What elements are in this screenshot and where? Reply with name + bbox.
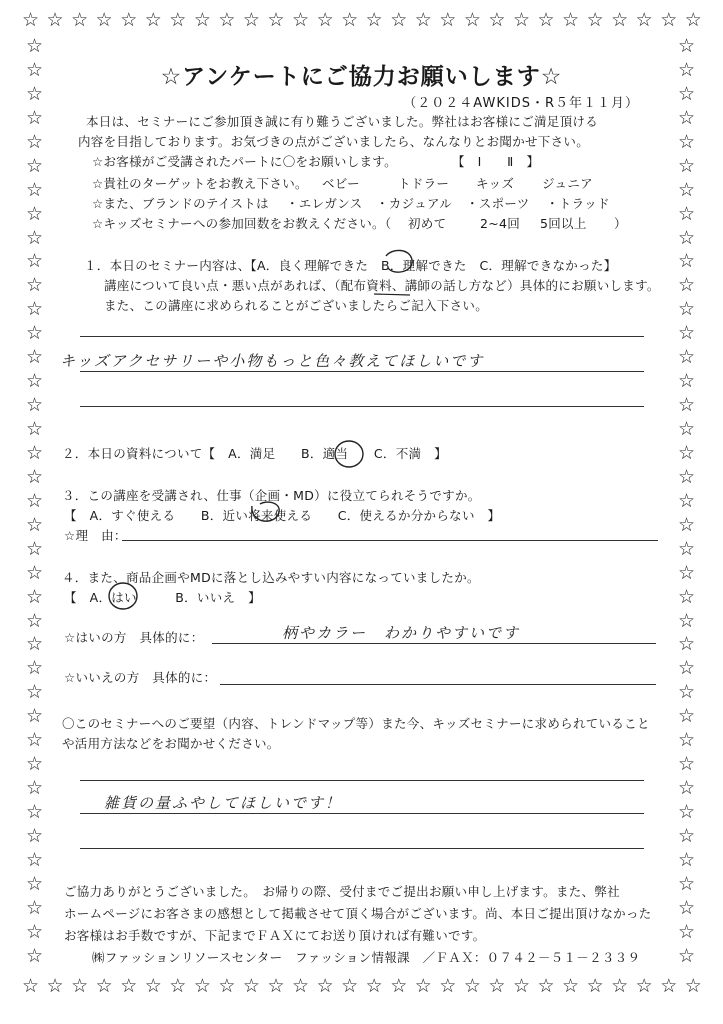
q2-circle-mark [332,436,366,470]
border-star-icon: ☆ [678,106,696,129]
border-star-icon: ☆ [316,975,334,997]
border-star-icon: ☆ [193,975,211,997]
footer-line-1: ご協力ありがとうございました。 お帰りの際、受付までご提出お願い申し上げます。また、弊社 [64,884,620,899]
border-star-icon: ☆ [678,130,696,153]
q4-line-1: ４．また、商品企画やMDに落とし込みやすい内容になっていましたか。 [62,570,480,585]
border-star-icon: ☆ [95,9,113,31]
border-star-icon: ☆ [46,9,64,31]
request-answer-line-1 [80,780,644,781]
border-star-icon: ☆ [678,944,696,967]
border-star-icon: ☆ [678,824,696,847]
border-star-icon: ☆ [341,975,359,997]
border-star-icon: ☆ [678,777,696,800]
border-star-icon: ☆ [120,975,138,997]
border-star-icon: ☆ [414,975,432,997]
q1-answer-line-1 [80,336,644,337]
border-star-icon: ☆ [678,848,696,871]
border-star-icon: ☆ [678,418,696,440]
q3-circle-mark [248,498,282,528]
count-question: ☆キッズセミナーへの参加回数をお教えください。（ [92,216,392,231]
q3-reason-label: ☆理 由： [64,528,127,543]
border-star-icon: ☆ [144,9,162,31]
border-star-icon: ☆ [684,9,702,31]
border-star-icon: ☆ [26,777,44,800]
border-star-icon: ☆ [439,975,457,997]
q1-answer-line-2 [80,371,644,372]
border-star-icon: ☆ [390,975,408,997]
border-star-icon: ☆ [218,975,236,997]
part-question: ☆お客様がご受講されたパートに〇をお願いします。 [92,154,397,169]
border-star-icon: ☆ [144,975,162,997]
border-star-icon: ☆ [678,609,696,632]
border-star-icon: ☆ [678,920,696,943]
count-close: ） [614,216,627,231]
q4-handwritten-answer: 柄やカラー わかりやすいです [282,624,521,642]
q4-yes-label: ☆はいの方 具体的に： [64,630,204,645]
q4-no-label: ☆いいえの方 具体的に： [64,670,217,685]
border-star-icon: ☆ [678,633,696,656]
request-answer-line-2 [80,813,644,814]
border-star-icon: ☆ [169,9,187,31]
border-star-icon: ☆ [678,561,696,584]
border-star-icon: ☆ [678,585,696,608]
taste-option-casual[interactable]: ・カジュアル [376,196,453,211]
part-options[interactable]: 【 Ⅰ Ⅱ 】 [452,154,540,169]
border-star-icon: ☆ [678,298,696,321]
border-star-icon: ☆ [488,975,506,997]
taste-option-elegance[interactable]: ・エレガンス [286,196,363,211]
border-star-icon: ☆ [586,975,604,997]
border-star-icon: ☆ [678,58,696,81]
intro-line-2: 内容を目指しております。お気づきの点がございましたら、なんなりとお聞かせ下さい。 [78,134,590,149]
taste-option-sports[interactable]: ・スポーツ [466,196,530,211]
border-star-icon: ☆ [537,975,555,997]
border-star-icon: ☆ [26,561,44,584]
border-star-icon: ☆ [512,975,530,997]
border-star-icon: ☆ [678,346,696,369]
count-option-first[interactable]: 初めて [408,216,447,231]
border-star-icon: ☆ [26,178,44,201]
border-star-icon: ☆ [26,418,44,440]
border-star-icon: ☆ [26,35,44,57]
border-star-icon: ☆ [26,394,44,417]
border-star-icon: ☆ [439,9,457,31]
border-star-icon: ☆ [26,944,44,967]
border-star-icon: ☆ [46,975,64,997]
border-star-icon: ☆ [169,975,187,997]
border-star-icon: ☆ [26,729,44,752]
q3-reason-line[interactable] [122,540,658,541]
count-option-2-4[interactable]: 2~4回 [480,216,521,231]
border-star-icon: ☆ [660,9,678,31]
target-option-kids[interactable]: キッズ [476,176,515,191]
border-star-icon: ☆ [562,975,580,997]
survey-title: ☆アンケートにご協力お願いします☆ [160,64,563,90]
border-star-icon: ☆ [562,9,580,31]
border-star-icon: ☆ [488,9,506,31]
border-star-icon: ☆ [26,537,44,560]
border-star-icon: ☆ [678,705,696,728]
border-star-icon: ☆ [26,681,44,704]
border-star-icon: ☆ [678,226,696,249]
border-star-icon: ☆ [678,202,696,225]
border-star-icon: ☆ [267,9,285,31]
border-star-icon: ☆ [22,975,40,997]
q1-line-1: １．本日のセミナー内容は、【A．良く理解できた B．理解できた C．理解できなかった】 [84,258,617,273]
border-star-icon: ☆ [120,9,138,31]
border-star-icon: ☆ [26,657,44,680]
border-star-icon: ☆ [26,848,44,871]
q1-circle-mark [380,246,416,278]
border-star-icon: ☆ [26,585,44,608]
border-star-icon: ☆ [71,9,89,31]
border-star-icon: ☆ [26,441,44,464]
footer-line-3: お客様はお手数ですが、下記までＦＡＸにてお送り頂ければ有難いです。 [64,928,486,943]
border-star-icon: ☆ [586,9,604,31]
bottom-star-border [22,976,702,996]
border-star-icon: ☆ [316,9,334,31]
border-star-icon: ☆ [678,513,696,536]
border-star-icon: ☆ [292,975,310,997]
border-star-icon: ☆ [678,872,696,895]
q2-text: ２．本日の資料について【 A．満足 B．適当 C．不満 】 [62,446,447,461]
border-star-icon: ☆ [678,250,696,273]
border-star-icon: ☆ [26,130,44,153]
border-star-icon: ☆ [684,975,702,997]
border-star-icon: ☆ [463,975,481,997]
border-star-icon: ☆ [26,274,44,297]
border-star-icon: ☆ [512,9,530,31]
border-star-icon: ☆ [678,729,696,752]
border-star-icon: ☆ [26,489,44,512]
border-star-icon: ☆ [365,9,383,31]
count-option-5plus[interactable]: 5回以上 [540,216,587,231]
q4-circle-mark [106,580,140,612]
border-star-icon: ☆ [678,896,696,919]
border-star-icon: ☆ [26,920,44,943]
border-star-icon: ☆ [678,657,696,680]
border-star-icon: ☆ [26,513,44,536]
taste-question: ☆また、ブランドのテイストは [92,196,269,211]
q3-line-2: 【 A．すぐ使える B．近い将来使える C．使えるか分からない 】 [64,508,501,523]
border-star-icon: ☆ [660,975,678,997]
border-star-icon: ☆ [678,753,696,776]
border-star-icon: ☆ [678,681,696,704]
border-star-icon: ☆ [678,35,696,57]
request-handwritten-answer: 雑貨の量ふやしてほしいです！ [104,794,343,812]
border-star-icon: ☆ [26,872,44,895]
border-star-icon: ☆ [678,274,696,297]
q1-answer-line-3 [80,406,644,407]
border-star-icon: ☆ [678,465,696,488]
border-star-icon: ☆ [26,226,44,249]
border-star-icon: ☆ [678,441,696,464]
taste-option-trad[interactable]: ・トラッド [546,196,610,211]
footer-company-fax: ㈱ファッションリソースセンター ファッション情報課 ／ＦＡＸ：０７４２－５１－２３３９ [92,950,641,965]
border-star-icon: ☆ [242,9,260,31]
border-star-icon: ☆ [611,9,629,31]
border-star-icon: ☆ [26,82,44,105]
q1-handwritten-answer: キッズアクセサリーや小物もっと色々教えてほしいです [60,352,485,370]
border-star-icon: ☆ [414,9,432,31]
border-star-icon: ☆ [537,9,555,31]
border-star-icon: ☆ [22,9,40,31]
target-option-toddler[interactable]: トドラー [398,176,450,191]
border-star-icon: ☆ [678,801,696,823]
left-star-border [26,36,43,966]
border-star-icon: ☆ [26,58,44,81]
border-star-icon: ☆ [26,322,44,345]
footer-line-2: ホームページにお客さまの感想として掲載させて頂く場合がございます。尚、本日ご提出頂けなかった [64,906,652,921]
border-star-icon: ☆ [26,801,44,823]
border-star-icon: ☆ [678,82,696,105]
border-star-icon: ☆ [26,106,44,129]
border-star-icon: ☆ [635,9,653,31]
border-star-icon: ☆ [26,298,44,321]
border-star-icon: ☆ [635,975,653,997]
border-star-icon: ☆ [26,609,44,632]
border-star-icon: ☆ [678,489,696,512]
target-option-baby[interactable]: ベビー [322,176,360,191]
border-star-icon: ☆ [463,9,481,31]
q4-line-2: 【 A．はい B．いいえ 】 [64,590,261,605]
border-star-icon: ☆ [678,322,696,345]
border-star-icon: ☆ [678,178,696,201]
border-star-icon: ☆ [341,9,359,31]
border-star-icon: ☆ [218,9,236,31]
border-star-icon: ☆ [267,975,285,997]
request-line-1: 〇このセミナーへのご要望（内容、トレンドマップ等）また今、キッズセミナーに求められていること [62,716,650,731]
survey-code: （２０２４AWKIDS・R５年１１月） [403,96,639,111]
border-star-icon: ☆ [26,154,44,177]
border-star-icon: ☆ [26,824,44,847]
border-star-icon: ☆ [26,753,44,776]
target-question: ☆貴社のターゲットをお教え下さい。 [92,176,308,191]
border-star-icon: ☆ [193,9,211,31]
q3-line-1: ３．この講座を受講され、仕事（企画・MD）に役立てられそうですか。 [62,488,481,503]
border-star-icon: ☆ [26,202,44,225]
border-star-icon: ☆ [678,370,696,393]
q4-yes-line [212,643,656,644]
border-star-icon: ☆ [26,633,44,656]
right-star-border [678,36,695,966]
border-star-icon: ☆ [678,154,696,177]
border-star-icon: ☆ [95,975,113,997]
target-option-junior[interactable]: ジュニア [542,176,593,191]
border-star-icon: ☆ [26,465,44,488]
border-star-icon: ☆ [390,9,408,31]
border-star-icon: ☆ [26,250,44,273]
border-star-icon: ☆ [678,537,696,560]
q1-line-3: また、この講座に求められることがございましたらご記入下さい。 [104,298,489,313]
border-star-icon: ☆ [365,975,383,997]
q4-no-line[interactable] [220,684,656,685]
border-star-icon: ☆ [26,705,44,728]
request-answer-line-3 [80,848,644,849]
q1-line-2: 講座について良い点・悪い点があれば、（配布資料、講師の話し方など）具体的にお願いします。 [104,278,660,293]
request-line-2: や活用方法などをお聞かせください。 [62,736,280,751]
border-star-icon: ☆ [26,370,44,393]
border-star-icon: ☆ [292,9,310,31]
intro-line-1: 本日は、セミナーにご参加頂き誠に有り難うございました。弊社はお客様にご満足頂ける [86,114,599,129]
border-star-icon: ☆ [678,394,696,417]
top-star-border [22,10,702,30]
border-star-icon: ☆ [242,975,260,997]
border-star-icon: ☆ [71,975,89,997]
border-star-icon: ☆ [26,896,44,919]
border-star-icon: ☆ [26,346,44,369]
border-star-icon: ☆ [611,975,629,997]
